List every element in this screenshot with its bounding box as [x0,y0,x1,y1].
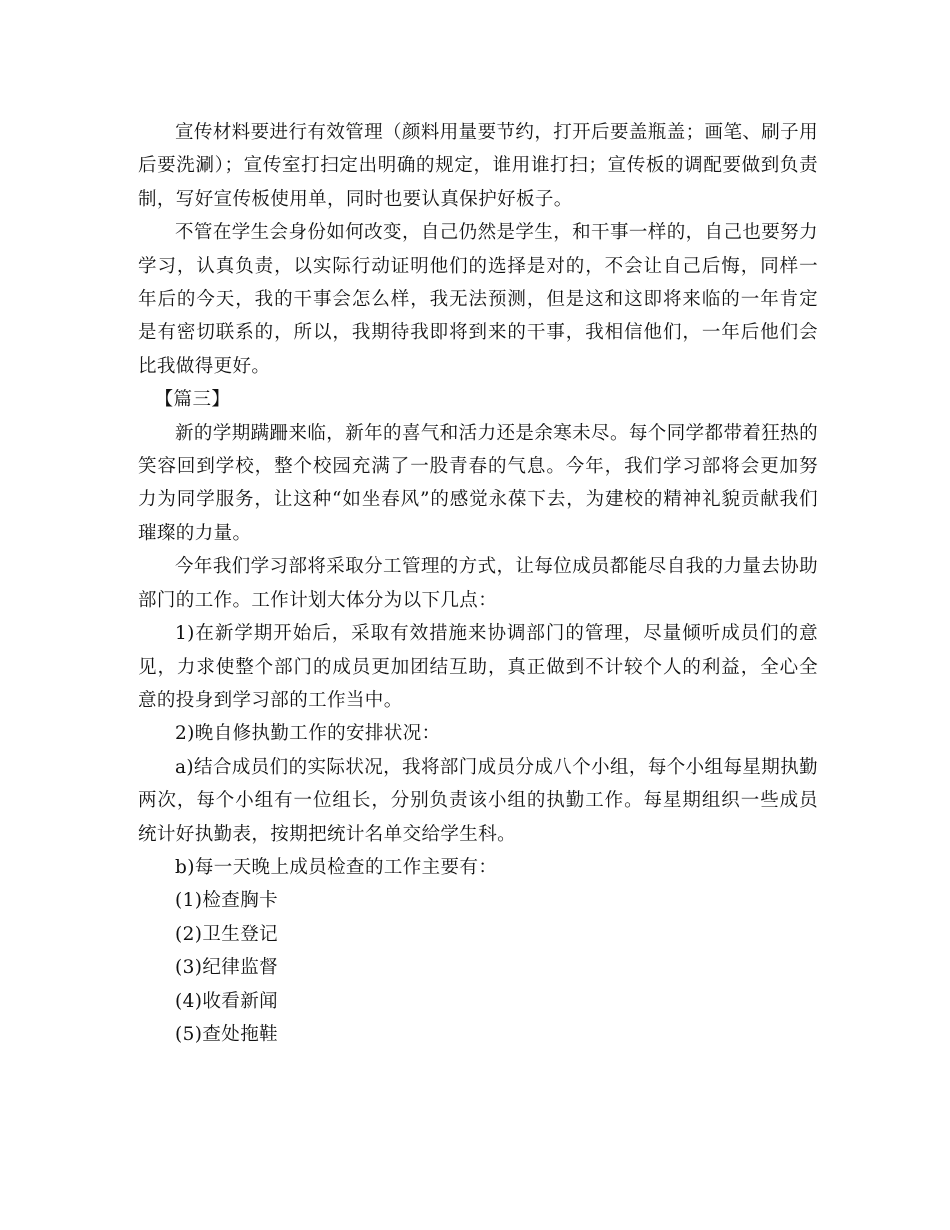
list-item: (5)查处拖鞋 [175,1023,279,1045]
paragraph-point-b: b)每一天晚上成员检查的工作主要有： [175,856,498,878]
paragraph-point-1: 1)在新学期开始后，采取有效措施来协调部门的管理，尽量倾听成员们的意见，力求使整个部门的成员更加团结互助，真正做到不计较个人的利益，全心全意的投身到学习部的工作当中。 [138,623,818,711]
document-body [138,116,818,1051]
list-item: (1)检查胸卡 [175,890,279,912]
paragraph-materials-management: 宣传材料要进行有效管理（颜料用量要节约，打开后要盖瓶盖；画笔、刷子用后要洗涮）；宣传室打扫定出明确的规定，谁用谁打扫；宣传板的调配要做到负责制，写好宣传板使用单，同时也要认真保护好板子。 [138,122,818,210]
section-heading: 【篇三】 [154,389,231,411]
list-item: (4)收看新闻 [175,990,279,1012]
list-item: (2)卫生登记 [175,923,279,945]
paragraph-point-2: 2)晚自修执勤工作的安排状况： [175,723,441,745]
paragraph-new-semester: 新的学期蹒跚来临，新年的喜气和活力还是余寒未尽。每个同学都带着狂热的笑容回到学校，整个校园充满了一股青春的气息。今年，我们学习部将会更加努力为同学服务，让这种“如坐春风”的感觉永葆下去，为建校的精神礼貌贡献我们璀璨的力量。 [138,422,818,544]
paragraph-student-union-identity: 不管在学生会身份如何改变，自己仍然是学生，和干事一样的，自己也要努力学习，认真负责，以实际行动证明他们的选择是对的，不会让自己后悔，同样一年后的今天，我的干事会怎么样，我无法预测，但是这和这即将来临的一年肯定是有密切联系的，所以，我期待我即将到来的干事，我相信他们，一年后他们会比我做得更好。 [138,222,818,377]
paragraph-division-of-work: 今年我们学习部将采取分工管理的方式，让每位成员都能尽自我的力量去协助部门的工作。工作计划大体分为以下几点： [138,556,818,611]
paragraph-point-a: a)结合成员们的实际状况，我将部门成员分成八个小组，每个小组每星期执勤两次，每个小组有一位组长，分别负责该小组的执勤工作。每星期组织一些成员统计好执勤表，按期把统计名单交给学生科。 [138,756,818,845]
list-item: (3)纪律监督 [175,957,279,979]
